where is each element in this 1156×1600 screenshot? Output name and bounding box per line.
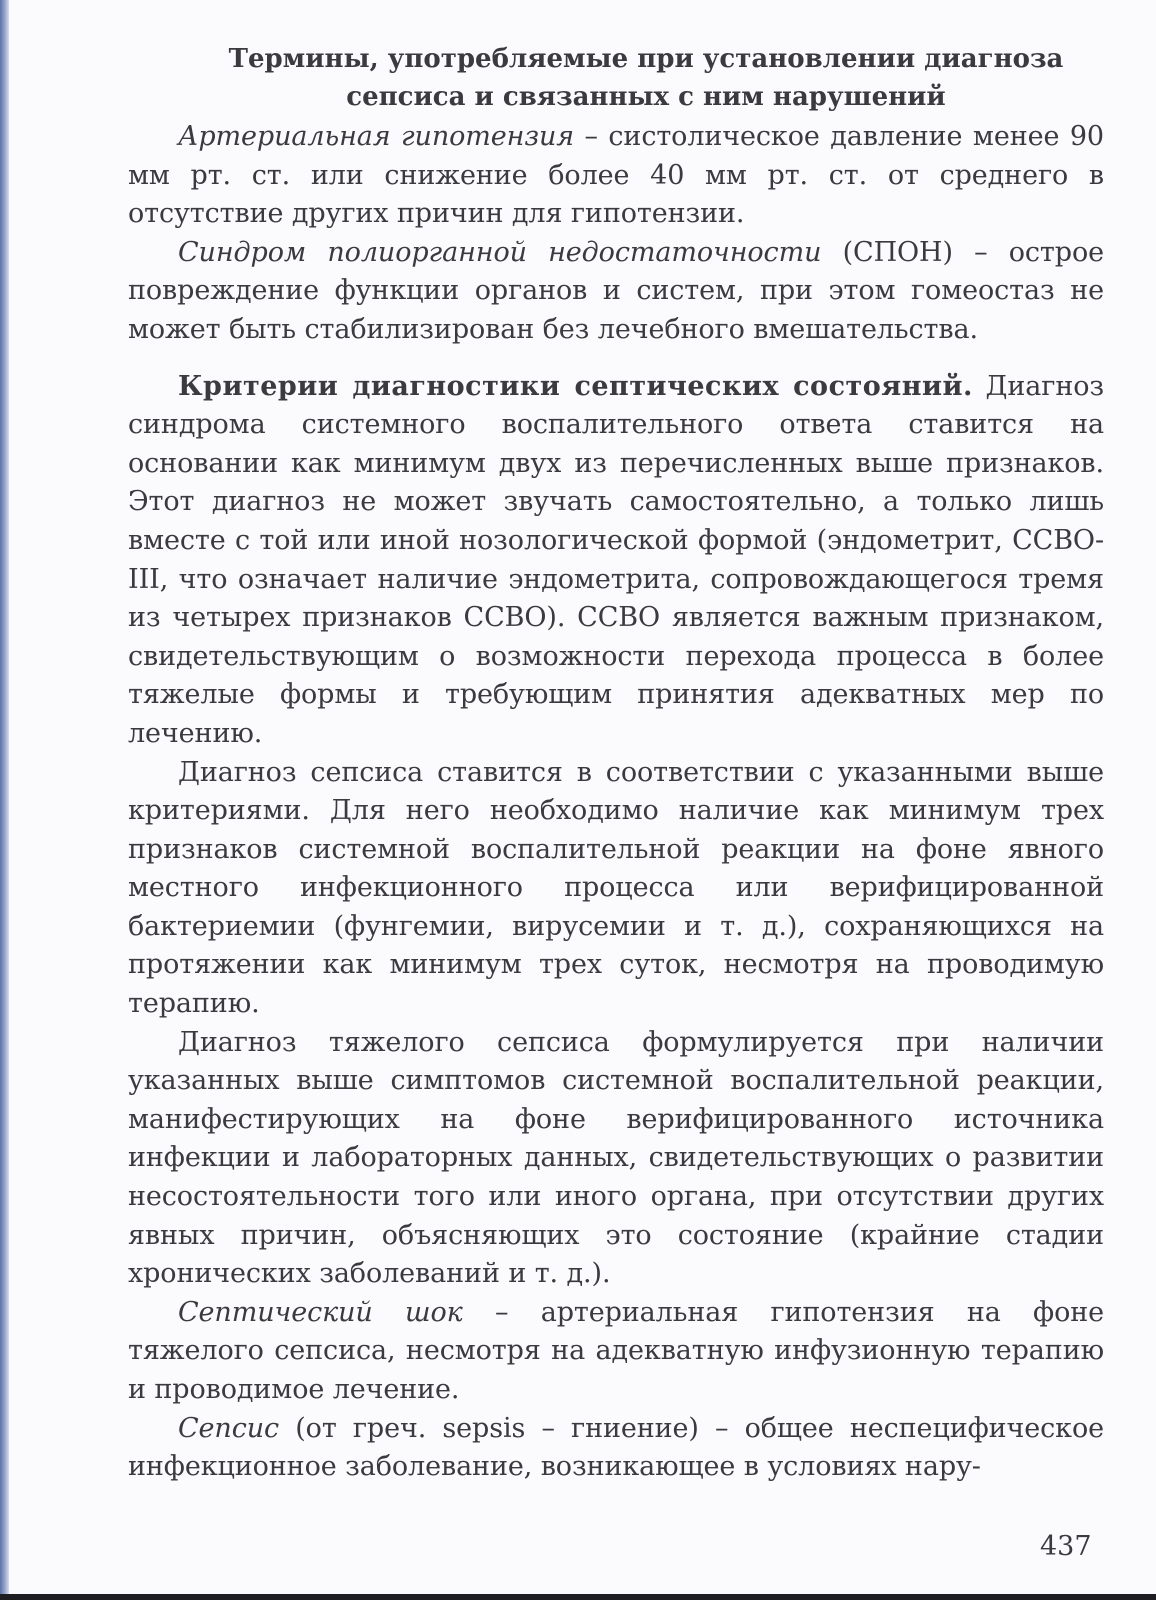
paragraph-septic-shock	[128, 1294, 1104, 1410]
paragraph-mods	[128, 234, 1104, 350]
paragraph-arterial-hypotension	[128, 118, 1104, 234]
page-binding-edge	[0, 0, 9, 1600]
definition-mods: (СПОН) – острое повреждение функции органов и систем, при этом гомеостаз не может быть стабилизирован без лечебного вмешательства.	[128, 236, 1104, 345]
page-number: 437	[1040, 1531, 1092, 1562]
heading-line-1: Термины, употребляемые при установлении диагноза	[228, 44, 1064, 74]
term-mods: Синдром полиорганной недостаточности	[178, 236, 822, 268]
definition-arterial-hypotension: – систолическое давление менее 90 мм рт. ст. или снижение более 40 мм рт. ст. от среднего в отсутствие других причин для гипотензии.	[128, 121, 1104, 230]
term-sepsis: Сепсис	[178, 1412, 280, 1444]
paragraph-severe-sepsis: Диагноз тяжелого сепсиса формулируется при наличии указанных выше симптомов системной воспалительной реакции, манифестирующих на фоне верифицированного источника инфекции и лабораторных данных, свидетельствующих о развитии несостоятельности того или иного органа, при отсутствии других явных причин, объясняющих это состояние (крайние стадии хронических заболеваний и т. д.).	[128, 1026, 1104, 1290]
book-page	[128, 40, 1104, 1487]
page-bottom-edge	[0, 1594, 1156, 1600]
paragraph-sepsis-diagnosis: Диагноз сепсиса ставится в соответствии с указанными выше критериями. Для него необходимо наличие как минимум трех признаков системной воспалительной реакции на фоне явного местного инфекционного процесса или верифицированной бактериемии (фунгемии, вирусемии и т. д.), сохраняющихся на протяжении как минимум трех суток, несмотря на проводимую терапию.	[128, 756, 1104, 1020]
paragraph-sepsis	[128, 1410, 1104, 1487]
section-heading	[128, 40, 1104, 116]
subheading-diagnostic-criteria: Критерии диагностики септических состояний.	[178, 370, 973, 402]
term-arterial-hypotension: Артериальная гипотензия	[178, 121, 575, 152]
text-diagnostic-criteria: Диагноз синдрома системного воспалительного ответа ставится на основании как минимум двух из перечисленных выше признаков. Этот диагноз не может звучать самостоятельно, а только лишь вместе с той или иной нозологической формой (эндометрит, ССВО-III, что означает наличие эндометрита, сопровождающегося тремя из четырех признаков ССВО). ССВО является важным признаком, свидетельствующим о возможности перехода процесса в более тяжелые формы и требующим принятия адекватных мер по лечению.	[128, 370, 1104, 749]
term-septic-shock: Септический шок	[178, 1296, 463, 1328]
definition-sepsis: (от греч. sepsis – гниение) – общее неспецифическое инфекционное заболевание, возникающее в условиях нару-	[128, 1412, 1104, 1483]
definition-septic-shock: – артериальная гипотензия на фоне тяжелого сепсиса, несмотря на адекватную инфузионную терапию и проводимое лечение.	[128, 1296, 1104, 1405]
paragraph-diagnostic-criteria	[128, 368, 1104, 754]
heading-line-2: сепсиса и связанных с ним нарушений	[346, 82, 946, 112]
